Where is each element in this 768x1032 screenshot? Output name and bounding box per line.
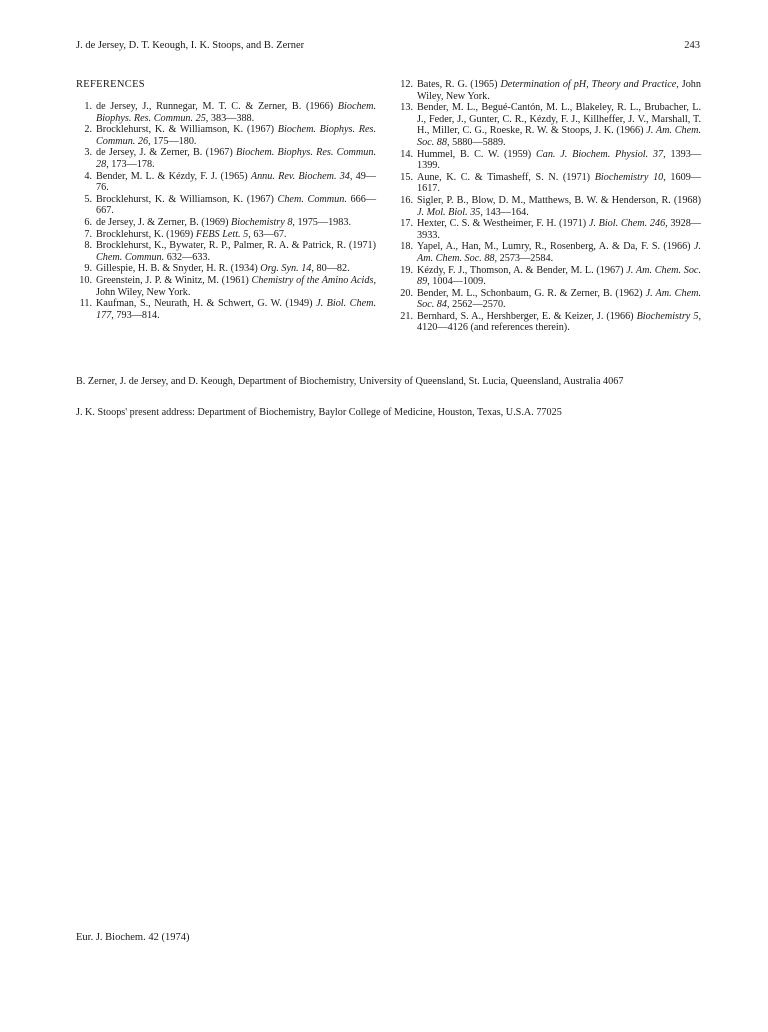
reference-text — [417, 102, 701, 148]
reference-text-part: Bates, R. G. (1965) — [417, 79, 501, 90]
reference-text-part: , 63—67. — [248, 228, 287, 240]
reference-text-part: , John Wiley, New York. — [96, 274, 376, 298]
reference-number: 12. — [400, 79, 413, 90]
reference-journal: Chem. Commun. — [277, 193, 347, 205]
reference-journal: J. Biol. Chem. 246 — [588, 218, 666, 230]
reference-item — [76, 217, 376, 229]
reference-journal: Determination of pH, Theory and Practice — [500, 79, 677, 90]
reference-text-part: de Jersey, J. & Zerner, B. (1967) — [96, 147, 237, 159]
reference-item — [76, 298, 376, 321]
running-header — [76, 40, 700, 56]
reference-number: 8. — [84, 240, 92, 252]
reference-journal: Annu. Rev. Biochem. 34 — [250, 170, 350, 182]
reference-journal: J. Am. Chem. Soc. 88 — [417, 125, 702, 148]
reference-journal: FEBS Lett. 5 — [195, 228, 249, 240]
reference-text-part: , 173—178. — [106, 158, 155, 170]
reference-text-part: Brocklehurst, K. (1969) — [96, 228, 196, 240]
reference-text-part: , 80—82. — [311, 263, 350, 275]
reference-text-part: Sigler, P. B., Blow, D. M., Matthews, B. W. & Henderson, R. (1968) — [417, 194, 701, 206]
reference-journal: Biochemistry 10 — [594, 171, 664, 183]
reference-item — [397, 265, 701, 288]
reference-text — [96, 240, 376, 263]
references-column-right — [397, 79, 701, 334]
reference-number: 6. — [84, 216, 92, 228]
reference-text-part: , 4120—4126 (and references therein). — [417, 310, 701, 334]
reference-number: 20. — [400, 287, 413, 299]
reference-text — [96, 147, 376, 170]
reference-text-part: Hummel, B. C. W. (1959) — [417, 148, 536, 160]
reference-text — [417, 218, 701, 241]
reference-journal: Chemistry of the Amino Acids — [251, 274, 374, 286]
reference-journal: J. Am. Chem. Soc. 84 — [417, 287, 702, 311]
reference-item — [397, 311, 701, 334]
reference-text-part: , 175—180. — [148, 135, 197, 147]
reference-text-part: Greenstein, J. P. & Winitz, M. (1961) — [96, 274, 252, 286]
reference-text-part: , 3928—3933. — [417, 218, 701, 241]
reference-text — [96, 275, 376, 298]
reference-item — [76, 229, 376, 241]
reference-item — [397, 79, 701, 102]
reference-item — [76, 147, 376, 170]
reference-text-part: , 1975—1983. — [292, 216, 351, 228]
reference-number: 9. — [84, 263, 92, 275]
reference-text — [96, 229, 286, 240]
reference-journal: Biochem. Biophys. Res. Commun. 26 — [96, 124, 376, 147]
reference-number: 17. — [400, 218, 413, 230]
reference-text — [417, 265, 701, 288]
reference-text-part: Kaufman, S., Neurath, H. & Schwert, G. W. (1949) — [96, 298, 317, 310]
reference-item — [76, 263, 376, 275]
reference-item — [76, 124, 376, 147]
reference-number: 21. — [400, 310, 413, 322]
reference-text-part: Bender, M. L., Begué-Cantón, M. L., Blakeley, R. L., Brubacher, L. J., Feder, J., Gunter, C. R., Kézdy, F. J., Killheffer, J. V., Marshall, T. H., Miller, C. G., Roeske, R. W. & Stoops, J. K. (1966) — [417, 102, 701, 137]
reference-text — [96, 298, 376, 321]
reference-text — [417, 172, 701, 195]
reference-text-part: de Jersey, J. & Zerner, B. (1969) — [96, 216, 232, 228]
reference-text-part: , 1609—1617. — [417, 171, 701, 195]
reference-text — [417, 241, 701, 264]
reference-item — [76, 194, 376, 217]
reference-text — [417, 195, 701, 218]
reference-item — [397, 241, 701, 264]
reference-journal: J. Mol. Biol. 35 — [417, 206, 481, 218]
reference-journal: Biochem. Biophys. Res. Commun. 25 — [96, 101, 376, 124]
reference-text-part: 632—633. — [164, 251, 211, 263]
present-address-note: J. K. Stoops' present address: Department of Biochemistry, Baylor College of Medicine, Houston, Texas, U.S.A. 77025 — [76, 407, 562, 418]
reference-text-part: , 2562—2570. — [447, 299, 506, 311]
reference-text-part: Hexter, C. S. & Westheimer, F. H. (1971) — [417, 218, 589, 230]
journal-footer: Eur. J. Biochem. 42 (1974) — [76, 932, 190, 943]
reference-text — [96, 263, 350, 274]
reference-text — [417, 288, 701, 311]
reference-text-part: Brocklehurst, K., Bywater, R. P., Palmer, R. A. & Patrick, R. (1971) — [96, 240, 376, 252]
reference-item — [76, 240, 376, 263]
reference-number: 2. — [84, 124, 92, 136]
reference-item — [397, 172, 701, 195]
reference-text-part: , 1004—1009. — [427, 276, 486, 288]
reference-item — [397, 102, 701, 148]
reference-text-part: Brocklehurst, K. & Williamson, K. (1967) — [96, 124, 278, 136]
reference-text-part: Bernhard, S. A., Hershberger, E. & Keizer, J. (1966) — [417, 310, 637, 322]
reference-number: 3. — [84, 147, 92, 159]
reference-number: 19. — [400, 264, 413, 276]
reference-item — [76, 101, 376, 124]
reference-text-part: Brocklehurst, K. & Williamson, K. (1967) — [96, 193, 278, 205]
reference-text-part: Aune, K. C. & Timasheff, S. N. (1971) — [417, 171, 595, 183]
reference-number: 1. — [84, 101, 92, 112]
reference-journal: J. Am. Chem. Soc. 88 — [417, 241, 701, 264]
reference-number: 16. — [400, 194, 413, 206]
reference-item — [76, 171, 376, 194]
reference-text-part: , John Wiley, New York. — [417, 79, 701, 102]
author-affiliation: B. Zerner, J. de Jersey, and D. Keough, Department of Biochemistry, University of Queensland, St. Lucia, Queensland, Australia 4067 — [76, 376, 624, 387]
reference-number: 5. — [84, 193, 92, 205]
reference-text-part: , 1393—1399. — [417, 148, 702, 172]
reference-text — [96, 124, 376, 147]
reference-number: 14. — [400, 148, 413, 160]
reference-journal: Biochem. Biophys. Res. Commun. 28 — [96, 147, 376, 170]
reference-text-part: Gillespie, H. B. & Snyder, H. R. (1934) — [96, 263, 261, 275]
reference-text — [96, 217, 351, 228]
reference-text-part: 666—667. — [96, 193, 377, 217]
page-number: 243 — [684, 40, 700, 51]
reference-text-part: , 5880—5889. — [447, 136, 506, 148]
reference-number: 10. — [79, 274, 92, 286]
reference-text — [417, 311, 701, 334]
reference-journal: Biochemistry 8 — [231, 216, 293, 228]
reference-number: 15. — [400, 171, 413, 183]
reference-item — [76, 275, 376, 298]
reference-journal: Chem. Commun. — [96, 251, 165, 263]
reference-text-part: de Jersey, J., Runnegar, M. T. C. & Zerner, B. (1966) — [96, 101, 338, 112]
reference-text — [96, 171, 376, 194]
references-heading: REFERENCES — [76, 79, 145, 90]
reference-text-part: Kézdy, F. J., Thomson, A. & Bender, M. L. (1967) — [417, 264, 627, 276]
references-column-left — [76, 101, 376, 321]
reference-text — [417, 79, 701, 102]
reference-item — [397, 218, 701, 241]
reference-text — [417, 149, 701, 172]
running-header-authors: J. de Jersey, D. T. Keough, I. K. Stoops, and B. Zerner — [76, 40, 305, 51]
reference-journal: Can. J. Biochem. Physiol. 37 — [535, 148, 664, 160]
reference-item — [397, 195, 701, 218]
reference-text-part: , 49—76. — [96, 170, 376, 194]
reference-text — [96, 194, 376, 217]
reference-text-part: Yapel, A., Han, M., Lumry, R., Rosenberg, A. & Da, F. S. (1966) — [417, 241, 694, 253]
reference-text-part: , 793—814. — [111, 309, 160, 321]
reference-number: 7. — [84, 228, 92, 240]
reference-journal: Biochemistry 5 — [636, 310, 699, 322]
reference-journal: J. Biol. Chem. 177 — [96, 298, 376, 321]
reference-journal: J. Am. Chem. Soc. 89 — [417, 264, 701, 288]
reference-item — [397, 288, 701, 311]
reference-text-part: Bender, M. L., Schonbaum, G. R. & Zerner, B. (1962) — [417, 287, 646, 299]
reference-item — [397, 149, 701, 172]
reference-text — [96, 101, 376, 124]
reference-text-part: , 2573—2584. — [494, 252, 554, 264]
reference-number: 4. — [84, 170, 92, 182]
reference-number: 11. — [79, 298, 92, 310]
reference-text-part: , 143—164. — [480, 206, 529, 218]
reference-journal: Org. Syn. 14 — [260, 263, 312, 275]
reference-text-part: Bender, M. L. & Kézdy, F. J. (1965) — [96, 170, 251, 182]
reference-number: 13. — [400, 102, 413, 114]
reference-number: 18. — [400, 241, 413, 253]
reference-text-part: , 383—388. — [205, 112, 255, 124]
